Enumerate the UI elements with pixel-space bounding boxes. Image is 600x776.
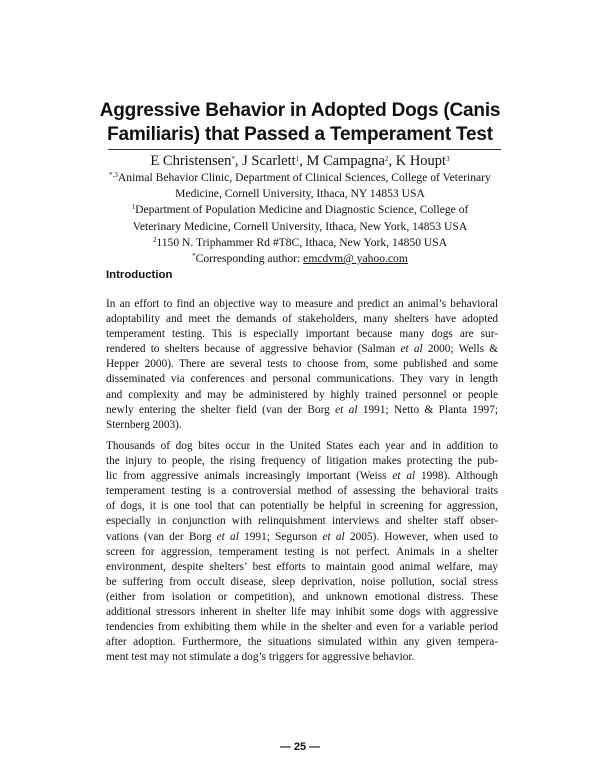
text-run: 1991; Netto & Planta 1997; — [357, 403, 498, 416]
author-name: K Houpt — [395, 153, 447, 169]
text-run: newly entering the shelter field (van der Borg — [106, 403, 336, 416]
text-run-italic: et al — [216, 530, 239, 543]
section-heading: Introduction — [106, 269, 173, 281]
text-line: environment, despite shelters’ best efforts to maintain good animal welfare, may — [106, 560, 498, 573]
text-run-italic: et al — [392, 470, 416, 483]
text-line: disseminated via conferences and personal communications. They vary in length — [106, 373, 498, 386]
text-line: of dogs, it is one tool that can potentially be helpful in screening for aggression, — [106, 500, 498, 513]
text-line: screen for aggression, temperament testing is not perfect. Animals in a shelter — [106, 545, 498, 558]
affiliation-text: Department of Population Medicine and Diagnostic Science, College of — [135, 203, 469, 217]
affiliation-2 — [90, 202, 510, 218]
text-line — [106, 342, 498, 357]
text-line — [106, 530, 498, 545]
text-line: tendencies from exhibiting them while in the shelter and even for a variable period — [106, 621, 498, 634]
affiliation-text: Animal Behavior Clinic, Department of Clinical Sciences, College of Veterinary — [117, 171, 491, 184]
page-number: — 25 — — [279, 741, 321, 753]
text-run: 1991; Segurson — [238, 530, 323, 543]
text-line: temperament testing. This is especially important because many dogs are sur- — [106, 328, 498, 341]
text-line: after adoption. Furthermore, the situations simulated within any given tempera- — [106, 636, 498, 649]
author-list: E Christensen*, J Scarlett$^1$, M Campagna$^2$, K Houpt$^3$ — [150, 153, 450, 169]
author-marker: 2 — [384, 155, 389, 163]
corresponding-label: Corresponding author: — [195, 252, 304, 266]
affiliation-2-cont: Veterinary Medicine, Cornell University, Ithaca, New York, 14853 USA — [132, 219, 468, 233]
text-line: additional stressors inherent in shelter life may inhibit some dogs with aggressive — [106, 606, 498, 619]
text-line: the injury to people, the rising frequency of litigation makes protecting the pub- — [106, 455, 498, 468]
author-marker: 1 — [295, 155, 300, 163]
affiliation-marker: 1 — [131, 203, 136, 212]
text-line: Hepper 2000). There are several tests to choose from, some published and some — [106, 358, 498, 371]
author-name: E Christensen — [150, 153, 232, 169]
affiliation-marker: *,3 — [109, 171, 118, 179]
text-run: 1998). Although — [415, 470, 499, 483]
text-run: lic from aggressive animals increasingly important (Weiss — [106, 470, 393, 483]
text-run: 2005). However, when used to — [344, 530, 498, 543]
paper-title — [90, 99, 510, 147]
text-line: Thousands of dog bites occur in the United States each year and in addition to — [106, 440, 498, 452]
affiliation-marker: 2 — [152, 235, 157, 244]
paragraph-2 — [106, 439, 498, 665]
affiliation-text: 1150 N. Triphammer Rd #T8C, Ithaca, New York, 14850 USA — [156, 235, 448, 249]
affiliation-3 — [90, 235, 510, 251]
author-name: M Campagna — [306, 153, 385, 169]
affiliation-1 — [90, 170, 510, 186]
text-run: vations (van der Borg — [106, 530, 217, 543]
text-run-italic: et al — [400, 343, 423, 356]
text-run-italic: et al — [322, 530, 345, 543]
title-line-1: Aggressive Behavior in Adopted Dogs (Canis — [99, 100, 501, 121]
text-line — [106, 469, 498, 484]
text-run: rendered to shelters because of aggressive behavior (Salman — [106, 343, 401, 356]
affiliations — [90, 170, 510, 267]
text-line: (either from isolation or competition), and unknown emotional distress. These — [106, 590, 498, 603]
affiliation-marker: * — [192, 252, 196, 261]
text-line: In an effort to find an objective way to measure and predict an animal’s behavioral — [106, 298, 498, 310]
title-rule — [108, 149, 501, 150]
author-marker: 3 — [446, 155, 450, 163]
text-line: and complexity and may be administered by highly trained personnel or people — [106, 388, 498, 401]
corresponding-author — [90, 251, 510, 267]
author-marker: * — [231, 155, 235, 163]
text-run: 2000; Wells & — [422, 343, 499, 356]
text-line: adoptability and meet the demands of stakeholders, many shelters have adopted — [106, 313, 498, 326]
text-line: especially in conjunction with relinquishment interviews and shelter staff obser- — [106, 515, 498, 528]
author-name: J Scarlett — [242, 153, 296, 169]
text-run-italic: et al — [335, 403, 358, 416]
text-line — [106, 403, 498, 418]
email-link[interactable]: emcdvm@ yahoo.com — [303, 252, 408, 266]
text-line: temperament testing is a controversial method of assessing the behavioral traits — [106, 485, 498, 498]
text-line: ment test may not stimulate a dog’s triggers for aggressive behavior. — [106, 651, 415, 664]
text-line: be suffering from occult disease, sleep deprivation, noise pollution, social stress — [106, 575, 498, 588]
text-line: Sternberg 2003). — [106, 418, 182, 431]
affiliation-1-cont: Medicine, Cornell University, Ithaca, NY 14853 USA — [175, 187, 425, 201]
paragraph-1 — [106, 297, 498, 433]
title-line-2: Familiaris) that Passed a Temperament Test — [107, 124, 493, 145]
